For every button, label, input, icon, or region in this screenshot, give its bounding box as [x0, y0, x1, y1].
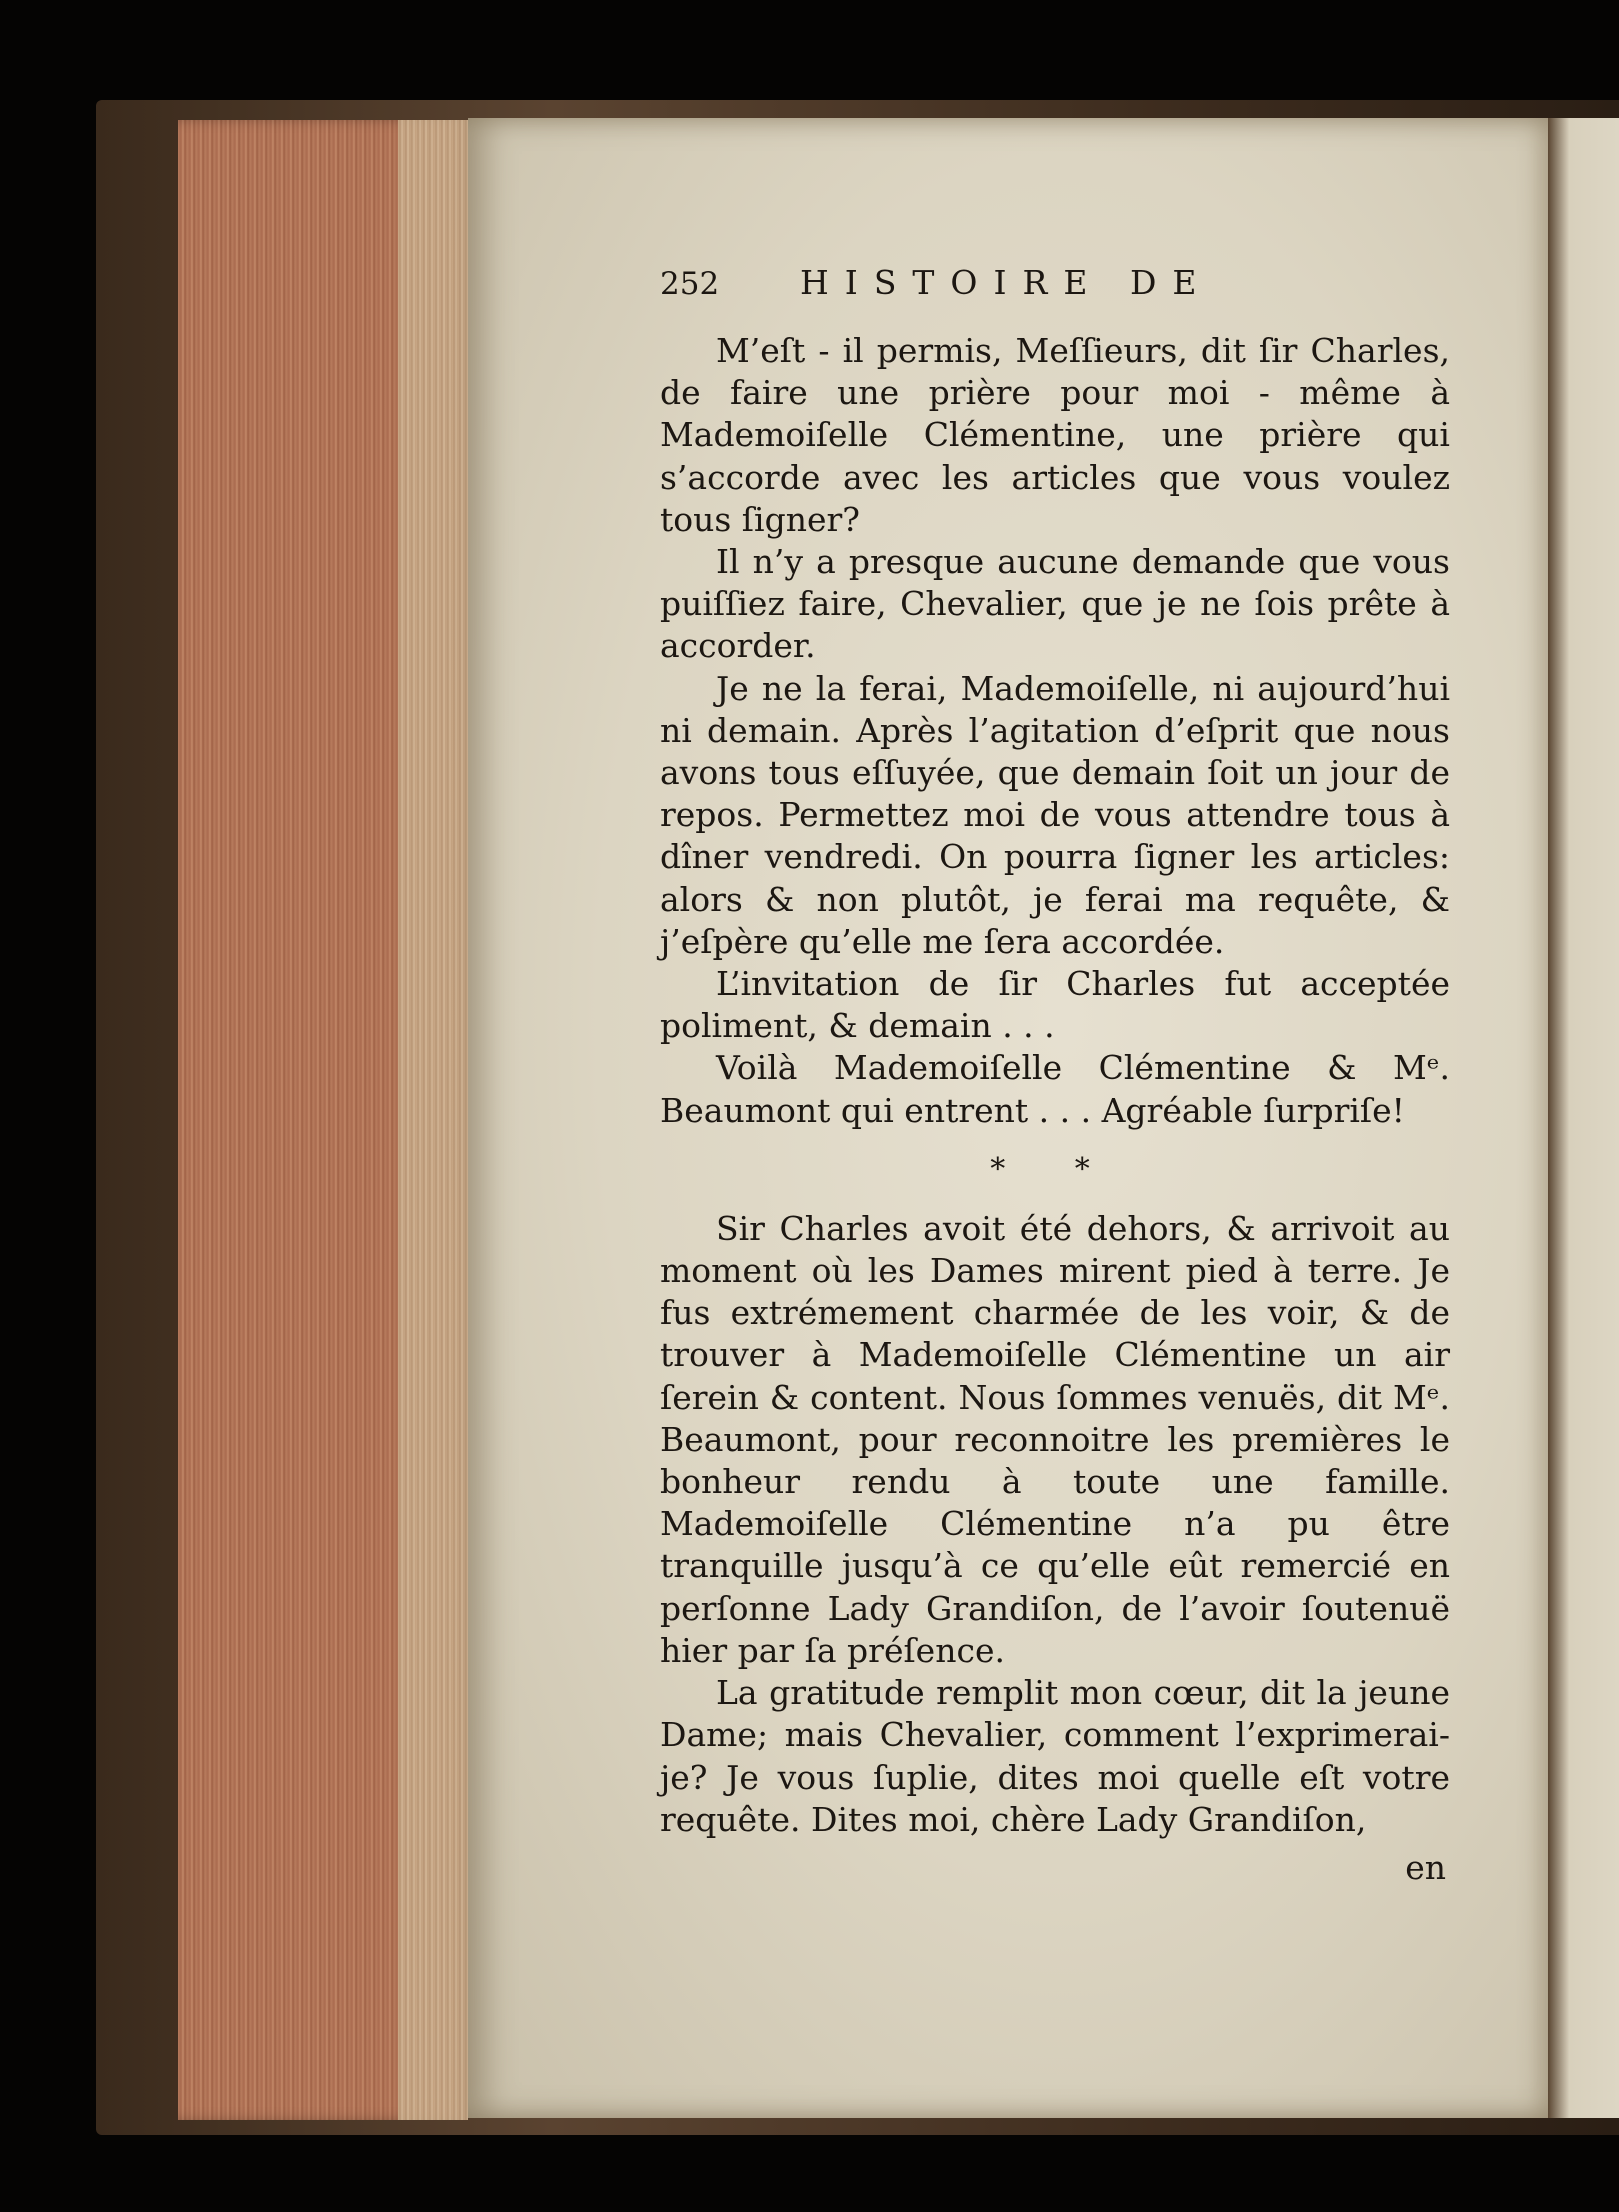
page-number: 252 — [660, 266, 720, 302]
page-header — [660, 262, 1450, 320]
paragraph: Voilà Mademoiſelle Clémentine & Mᵉ. Beaumont qui entrent . . . Agréable ſurpriſe! — [660, 1048, 1450, 1130]
paragraph: Sir Charles avoit été dehors, & arrivoit au moment où les Dames mirent pied à terre. Je fus extrémement charmée de les voir, & de trouver à Mademoiſelle Clémentine un air ſerein & content. Nous ſommes venuës, dit Mᵉ. Beaumont, pour reconnoitre les premières le bonheur rendu à toute une famille. Mademoiſelle Clémentine n’a pu être tranquille jusqu’à ce qu’elle eût remercié en perſonne Lady Grandiſon, de l’avoir ſoutenuë hier par ſa préſence. — [660, 1208, 1450, 1670]
paragraph: Je ne la ferai, Mademoiſelle, ni aujourd’hui ni demain. Après l’agitation d’eſprit que nous avons tous eſſuyée, que demain ſoit un jour de repos. Permettez moi de vous attendre tous à dîner vendredi. On pourra ſigner les articles: alors & non plutôt, je ferai ma requête, & j’eſpère qu’elle me ſera accordée. — [660, 668, 1450, 961]
paragraph: M’eſt - il permis, Meſſieurs, dit ſir Charles, de faire une prière pour moi - même à Mademoiſelle Clémentine, une prière qui s’accorde avec les articles que vous voulez tous ſigner? — [660, 331, 1450, 539]
page-text — [660, 262, 1450, 1889]
paragraph: Il n’y a presque aucune demande que vous puiſſiez faire, Chevalier, que je ne ſois prête à accorder. — [660, 542, 1450, 666]
paragraph: La gratitude remplit mon cœur, dit la jeune Dame; mais Chevalier, comment l’exprimerai-je? Je vous ſuplie, dites moi quelle eſt votre requête. Dites moi, chère Lady Grandiſon, — [660, 1673, 1450, 1839]
section-separator: * * — [990, 1151, 1120, 1187]
paragraph: L’invitation de ſir Charles fut acceptée poliment, & demain . . . — [660, 964, 1450, 1046]
running-head: HISTOIRE DE — [800, 263, 1213, 302]
catchword: en — [1405, 1847, 1446, 1887]
page-edges — [178, 120, 468, 2120]
facing-page-edge — [1548, 118, 1619, 2118]
